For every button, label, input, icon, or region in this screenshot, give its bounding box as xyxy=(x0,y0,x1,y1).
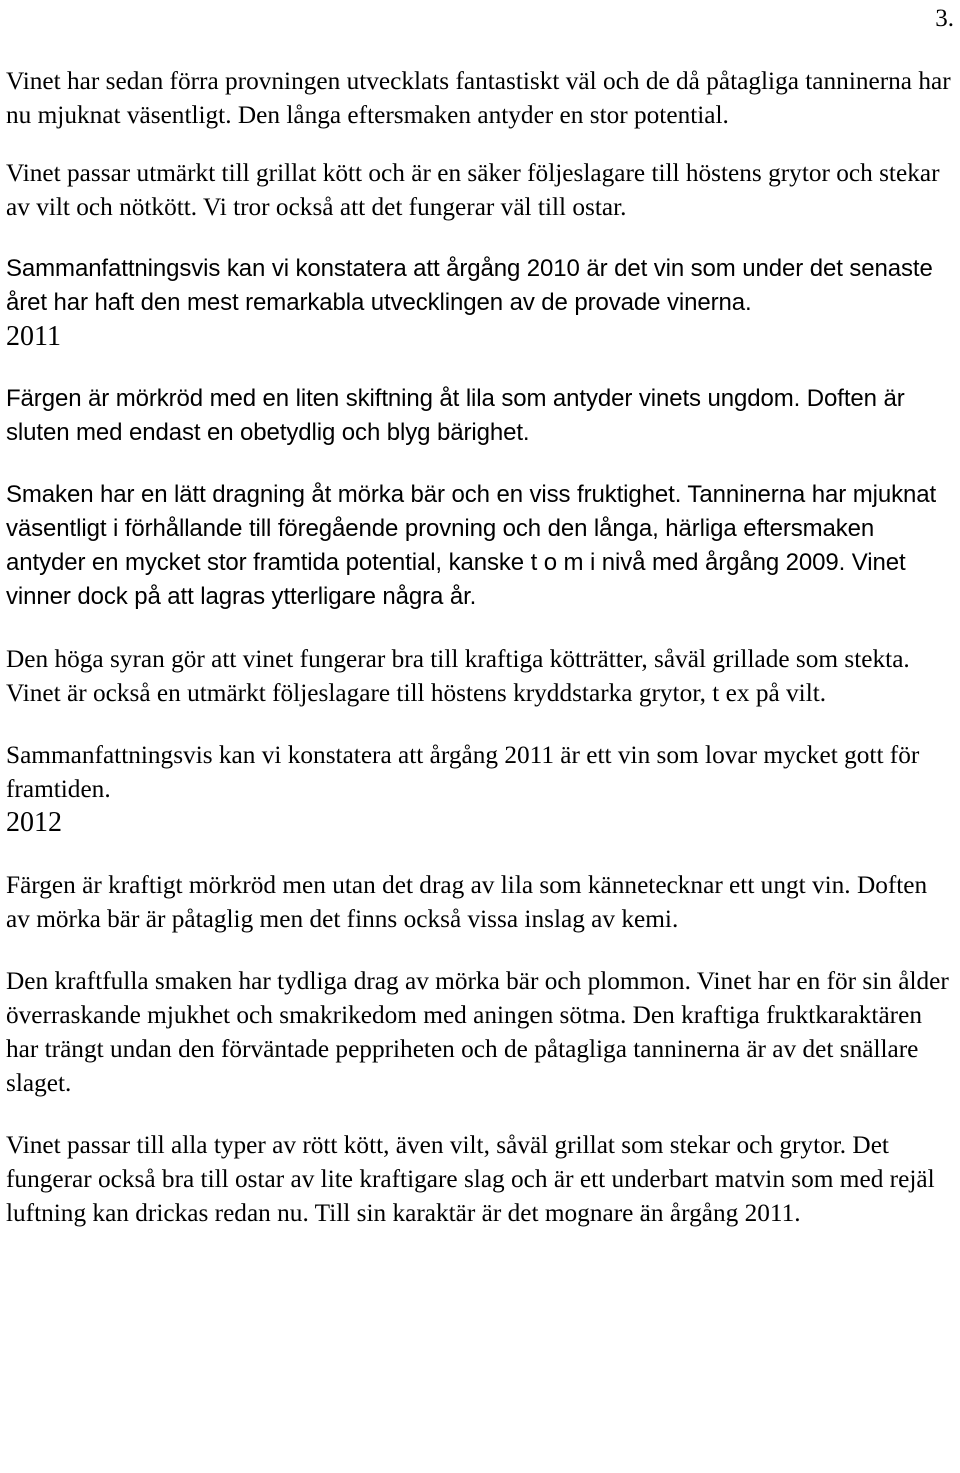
document-body xyxy=(6,64,956,1230)
heading-2012: 2012 xyxy=(6,807,62,838)
page-number: 3. xyxy=(935,5,954,32)
paragraph-2012-color-aroma: Färgen är kraftigt mörkröd men utan det drag av lila som kännetecknar ett ungt vin. Doften av mörka bär är påtaglig men det finns också vissa inslag av kemi. xyxy=(6,871,928,933)
heading-2011: 2011 xyxy=(6,321,61,352)
paragraph-2012-food-pairing: Vinet passar till alla typer av rött kött, även vilt, såväl grillat som stekar och grytor. Det fungerar också bra till ostar av lite kraftigare slag och är ett underbart matvin som med rejäl luftning kan drickas redan nu. Till sin karaktär är det mognare än årgång 2011. xyxy=(6,1131,935,1227)
paragraph-2010-development: Vinet har sedan förra provningen utvecklats fantastiskt väl och de då påtagliga tanninerna har nu mjuknat väsentligt. Den långa eftersmaken antyder en stor potential. xyxy=(6,67,951,129)
paragraph-2011-color-aroma: Färgen är mörkröd med en liten skiftning åt lila som antyder vinets ungdom. Doften är sluten med endast en obetydlig och blyg bärighet. xyxy=(6,385,905,446)
paragraph-2012-taste: Den kraftfulla smaken har tydliga drag av mörka bär och plommon. Vinet har en för sin ålder överraskande mjukhet och smakrikedom med aningen sötma. Den kraftiga fruktkaraktären har trängt undan den förväntade peppriheten och de påtagliga tanninerna är av det snällare slaget. xyxy=(6,967,949,1097)
paragraph-2011-food-pairing: Den höga syran gör att vinet fungerar bra till kraftiga kötträtter, såväl grillade som stekta. Vinet är också en utmärkt följeslagare till höstens kryddstarka grytor, t ex på vilt. xyxy=(6,645,910,707)
paragraph-2010-summary: Sammanfattningsvis kan vi konstatera att årgång 2010 är det vin som under det senaste året har haft den mest remarkabla utvecklingen av de provade vinerna. xyxy=(6,255,933,316)
paragraph-2011-taste: Smaken har en lätt dragning åt mörka bär och en viss fruktighet. Tanninerna har mjuknat väsentligt i förhållande till föregående provning och den långa, härliga eftersmaken antyder en mycket stor framtida potential, kanske t o m i nivå med årgång 2009. Vinet vinner dock på att lagras ytterligare några år. xyxy=(6,481,937,610)
paragraph-2011-summary: Sammanfattningsvis kan vi konstatera att årgång 2011 är ett vin som lovar mycket gott för framtiden. xyxy=(6,741,920,803)
paragraph-2010-food-pairing: Vinet passar utmärkt till grillat kött och är en säker följeslagare till höstens grytor och stekar av vilt och nötkött. Vi tror också att det fungerar väl till ostar. xyxy=(6,159,940,221)
